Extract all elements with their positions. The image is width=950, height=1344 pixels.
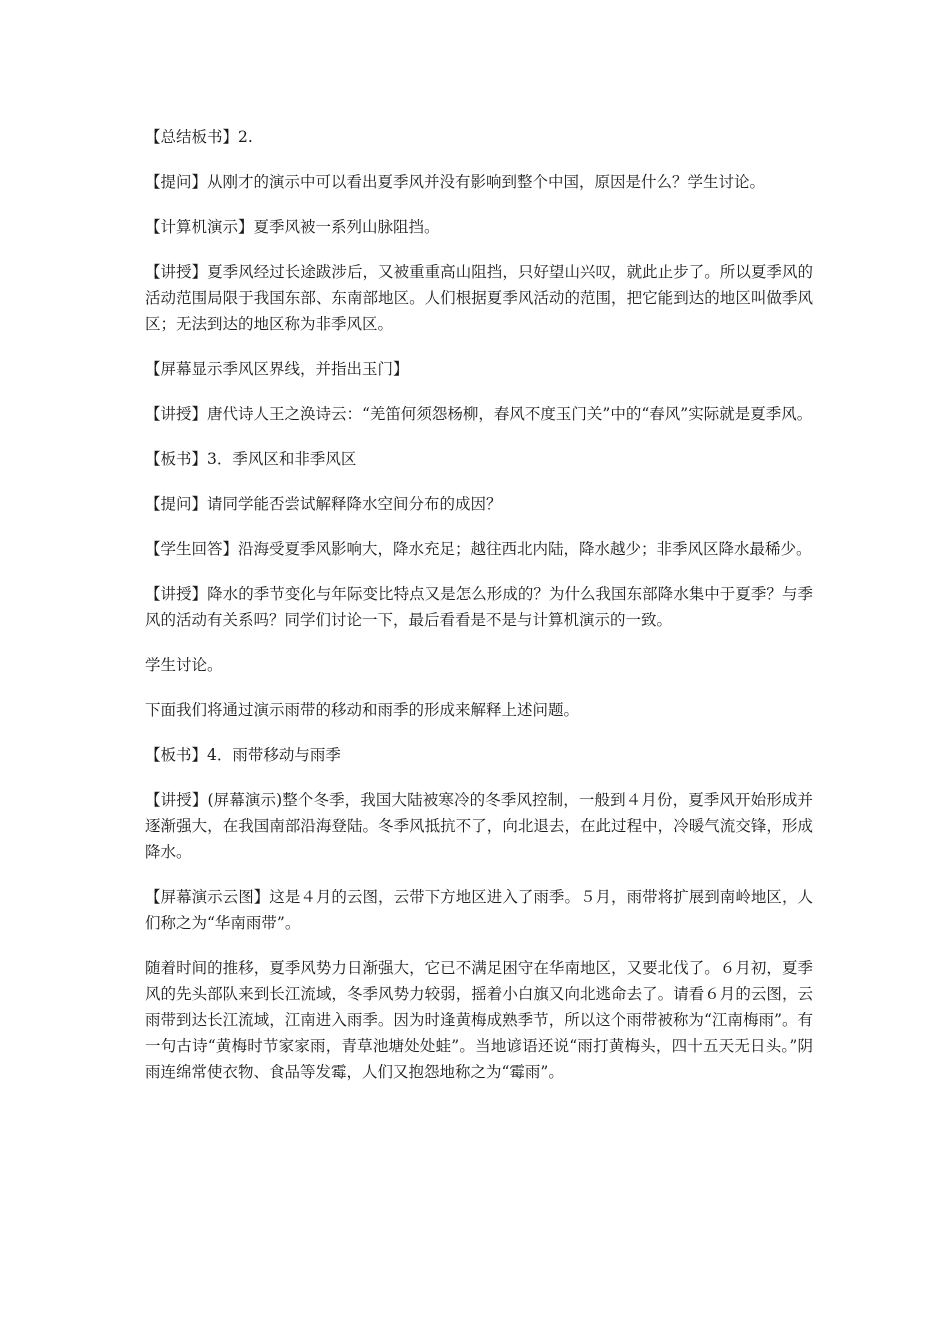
paragraph-student-discussion: 学生讨论。	[145, 656, 223, 674]
paragraph-computer-demo: 【计算机演示】夏季风被一系列山脉阻挡。	[145, 218, 440, 236]
paragraph-screen-display: 【屏幕显示季风区界线，并指出玉门】	[145, 360, 409, 378]
document-body	[145, 124, 813, 1104]
paragraph-transition: 下面我们将通过演示雨带的移动和雨季的形成来解释上述问题。	[145, 701, 580, 719]
paragraph-lecture-3: 【讲授】降水的季节变化与年际变比特点又是怎么形成的？为什么我国东部降水集中于夏季？与季风的活动有关系吗？同学们讨论一下，最后看看是不是与计算机演示的一致。	[145, 585, 813, 629]
paragraph-meiyu: 随着时间的推移，夏季风势力日渐强大，它已不满足困守在华南地区，又要北伐了。６月初，夏季风的先头部队来到长江流域，冬季风势力较弱，摇着小白旗又向北逃命去了。请看６月的云图，云雨带到达长江流域，江南进入雨季。因为时逢黄梅成熟季节，所以这个雨带被称为“江南梅雨”。有一句古诗“黄梅时节家家雨，青草池塘处处蛙”。当地谚语还说“雨打黄梅头，四十五天无日头。”阴雨连绵常使衣物、食品等发霉，人们又抱怨地称之为“霉雨”。	[145, 959, 813, 1081]
paragraph-lecture-4: 【讲授】(屏幕演示)整个冬季，我国大陆被寒冷的冬季风控制，一般到４月份，夏季风开始形成并逐渐强大，在我国南部沿海登陆。冬季风抵抗不了，向北退去，在此过程中，冷暖气流交锋，形成降水。	[145, 791, 813, 861]
paragraph-board-3: 【板书】3．季风区和非季风区	[145, 450, 357, 468]
paragraph-student-answer: 【学生回答】沿海受夏季风影响大，降水充足；越往西北内陆，降水越少；非季风区降水最稀少。	[145, 540, 812, 558]
paragraph-lecture-1: 【讲授】夏季风经过长途跋涉后，又被重重高山阻挡，只好望山兴叹，就此止步了。所以夏季风的活动范围局限于我国东部、东南部地区。人们根据夏季风活动的范围，把它能到达的地区叫做季风区；无法到达的地区称为非季风区。	[145, 263, 813, 333]
paragraph-question-1: 【提问】从刚才的演示中可以看出夏季风并没有影响到整个中国，原因是什么？学生讨论。	[145, 173, 766, 191]
paragraph-lecture-2: 【讲授】唐代诗人王之涣诗云：“羌笛何须怨杨柳，春风不度玉门关”中的“春风”实际就是夏季风。	[145, 405, 813, 423]
paragraph-summary-heading: 【总结板书】2.	[145, 128, 253, 146]
paragraph-question-2: 【提问】请同学能否尝试解释降水空间分布的成因？	[145, 495, 502, 513]
paragraph-board-4: 【板书】4．雨带移动与雨季	[145, 746, 341, 764]
paragraph-cloud-image: 【屏幕演示云图】这是４月的云图，云带下方地区进入了雨季。５月，雨带将扩展到南岭地区，人们称之为“华南雨带”。	[145, 888, 813, 932]
